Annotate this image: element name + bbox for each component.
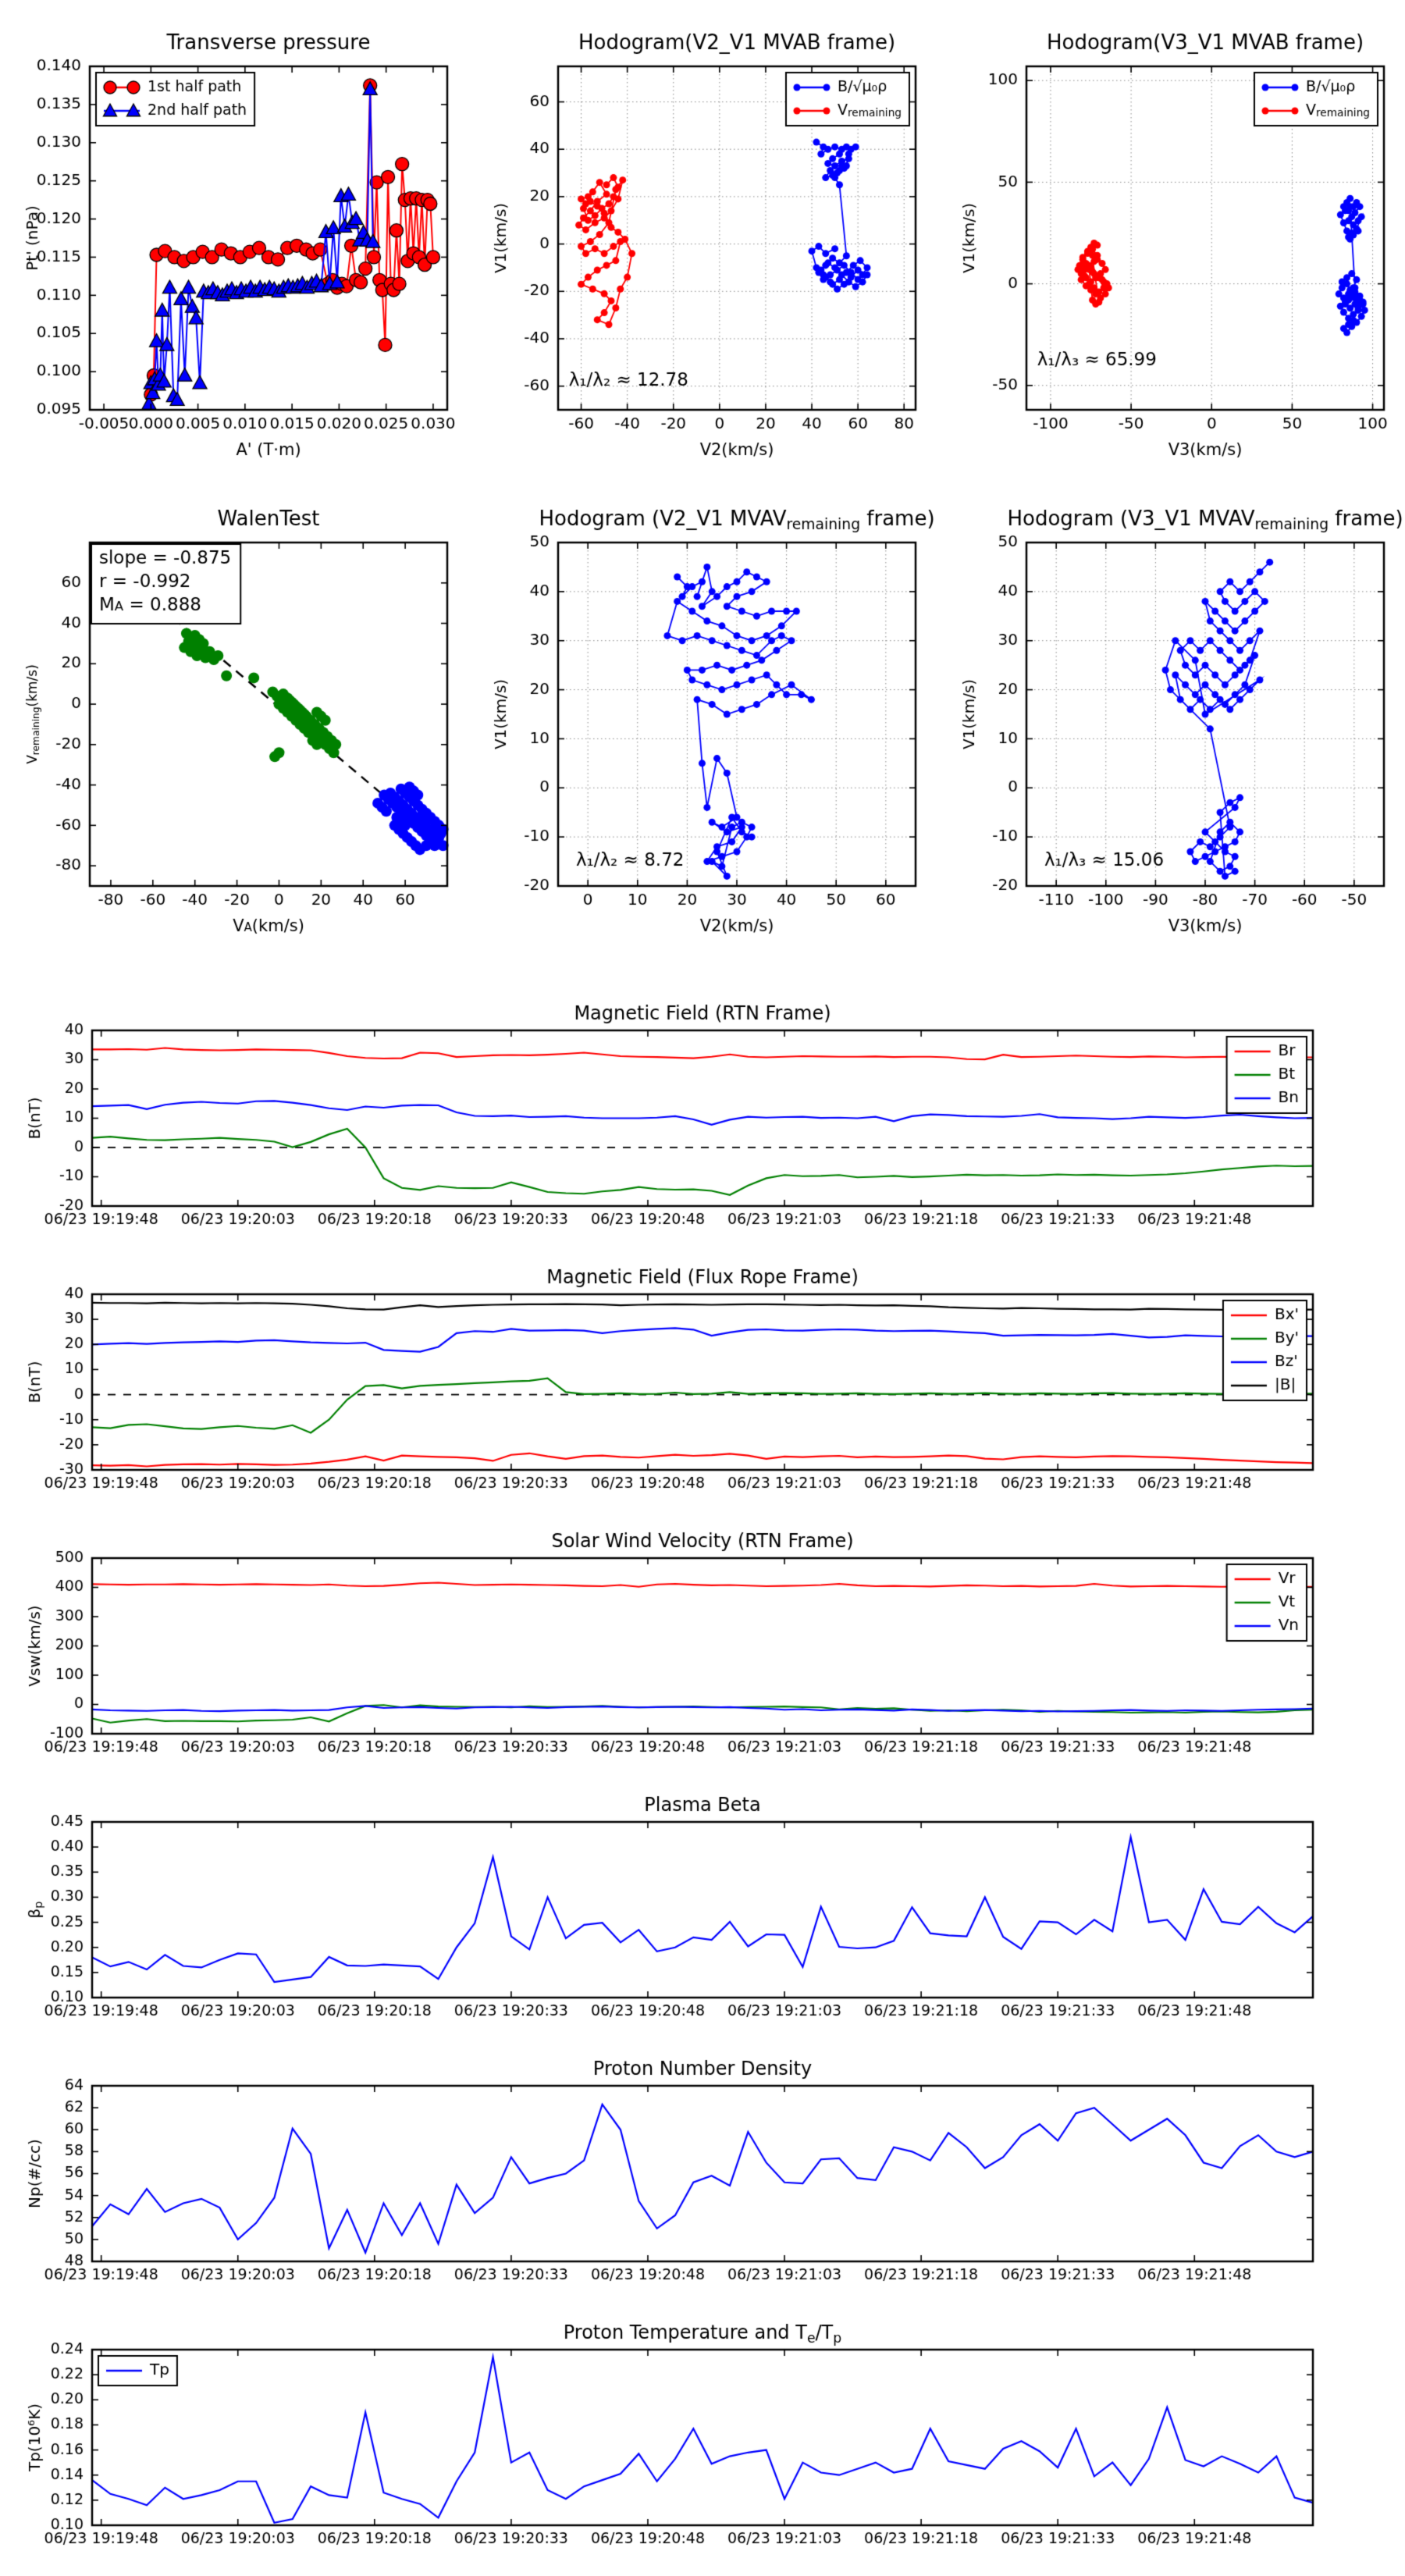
magnetic-field-rtn-panel: [0, 991, 1405, 1255]
magnetic-field-rtn-canvas: [0, 991, 1405, 1255]
solar-wind-velocity-panel: [0, 1519, 1405, 1783]
proton-temperature-canvas: [0, 2311, 1405, 2574]
walen-test-plot: [0, 476, 468, 952]
transverse-pressure-plot: [0, 0, 468, 476]
spacer: [0, 952, 1405, 991]
plasma-beta-canvas: [0, 1783, 1405, 2047]
hodogram-v2v1-mvav-canvas: [468, 476, 937, 952]
hodogram-v2v1-mvav-plot: [468, 476, 937, 952]
magnetic-field-flux-rope-canvas: [0, 1255, 1405, 1519]
hodogram-v3v1-mvav-plot: [937, 476, 1405, 952]
hodogram-v3v1-mvab-plot: [937, 0, 1405, 476]
solar-wind-velocity-canvas: [0, 1519, 1405, 1783]
magnetic-field-flux-rope-panel: [0, 1255, 1405, 1519]
walen-test-canvas: [0, 476, 468, 952]
plasma-beta-panel: [0, 1783, 1405, 2047]
proton-temperature-panel: [0, 2311, 1405, 2574]
hodogram-v3v1-mvab-canvas: [937, 0, 1405, 476]
hodogram-v2v1-mvab-canvas: [468, 0, 937, 476]
proton-density-canvas: [0, 2047, 1405, 2311]
hodogram-v2v1-mvab-plot: [468, 0, 937, 476]
top-row: [0, 0, 1405, 476]
proton-density-panel: [0, 2047, 1405, 2311]
second-row: [0, 476, 1405, 952]
transverse-pressure-canvas: [0, 0, 468, 476]
hodogram-v3v1-mvav-canvas: [937, 476, 1405, 952]
